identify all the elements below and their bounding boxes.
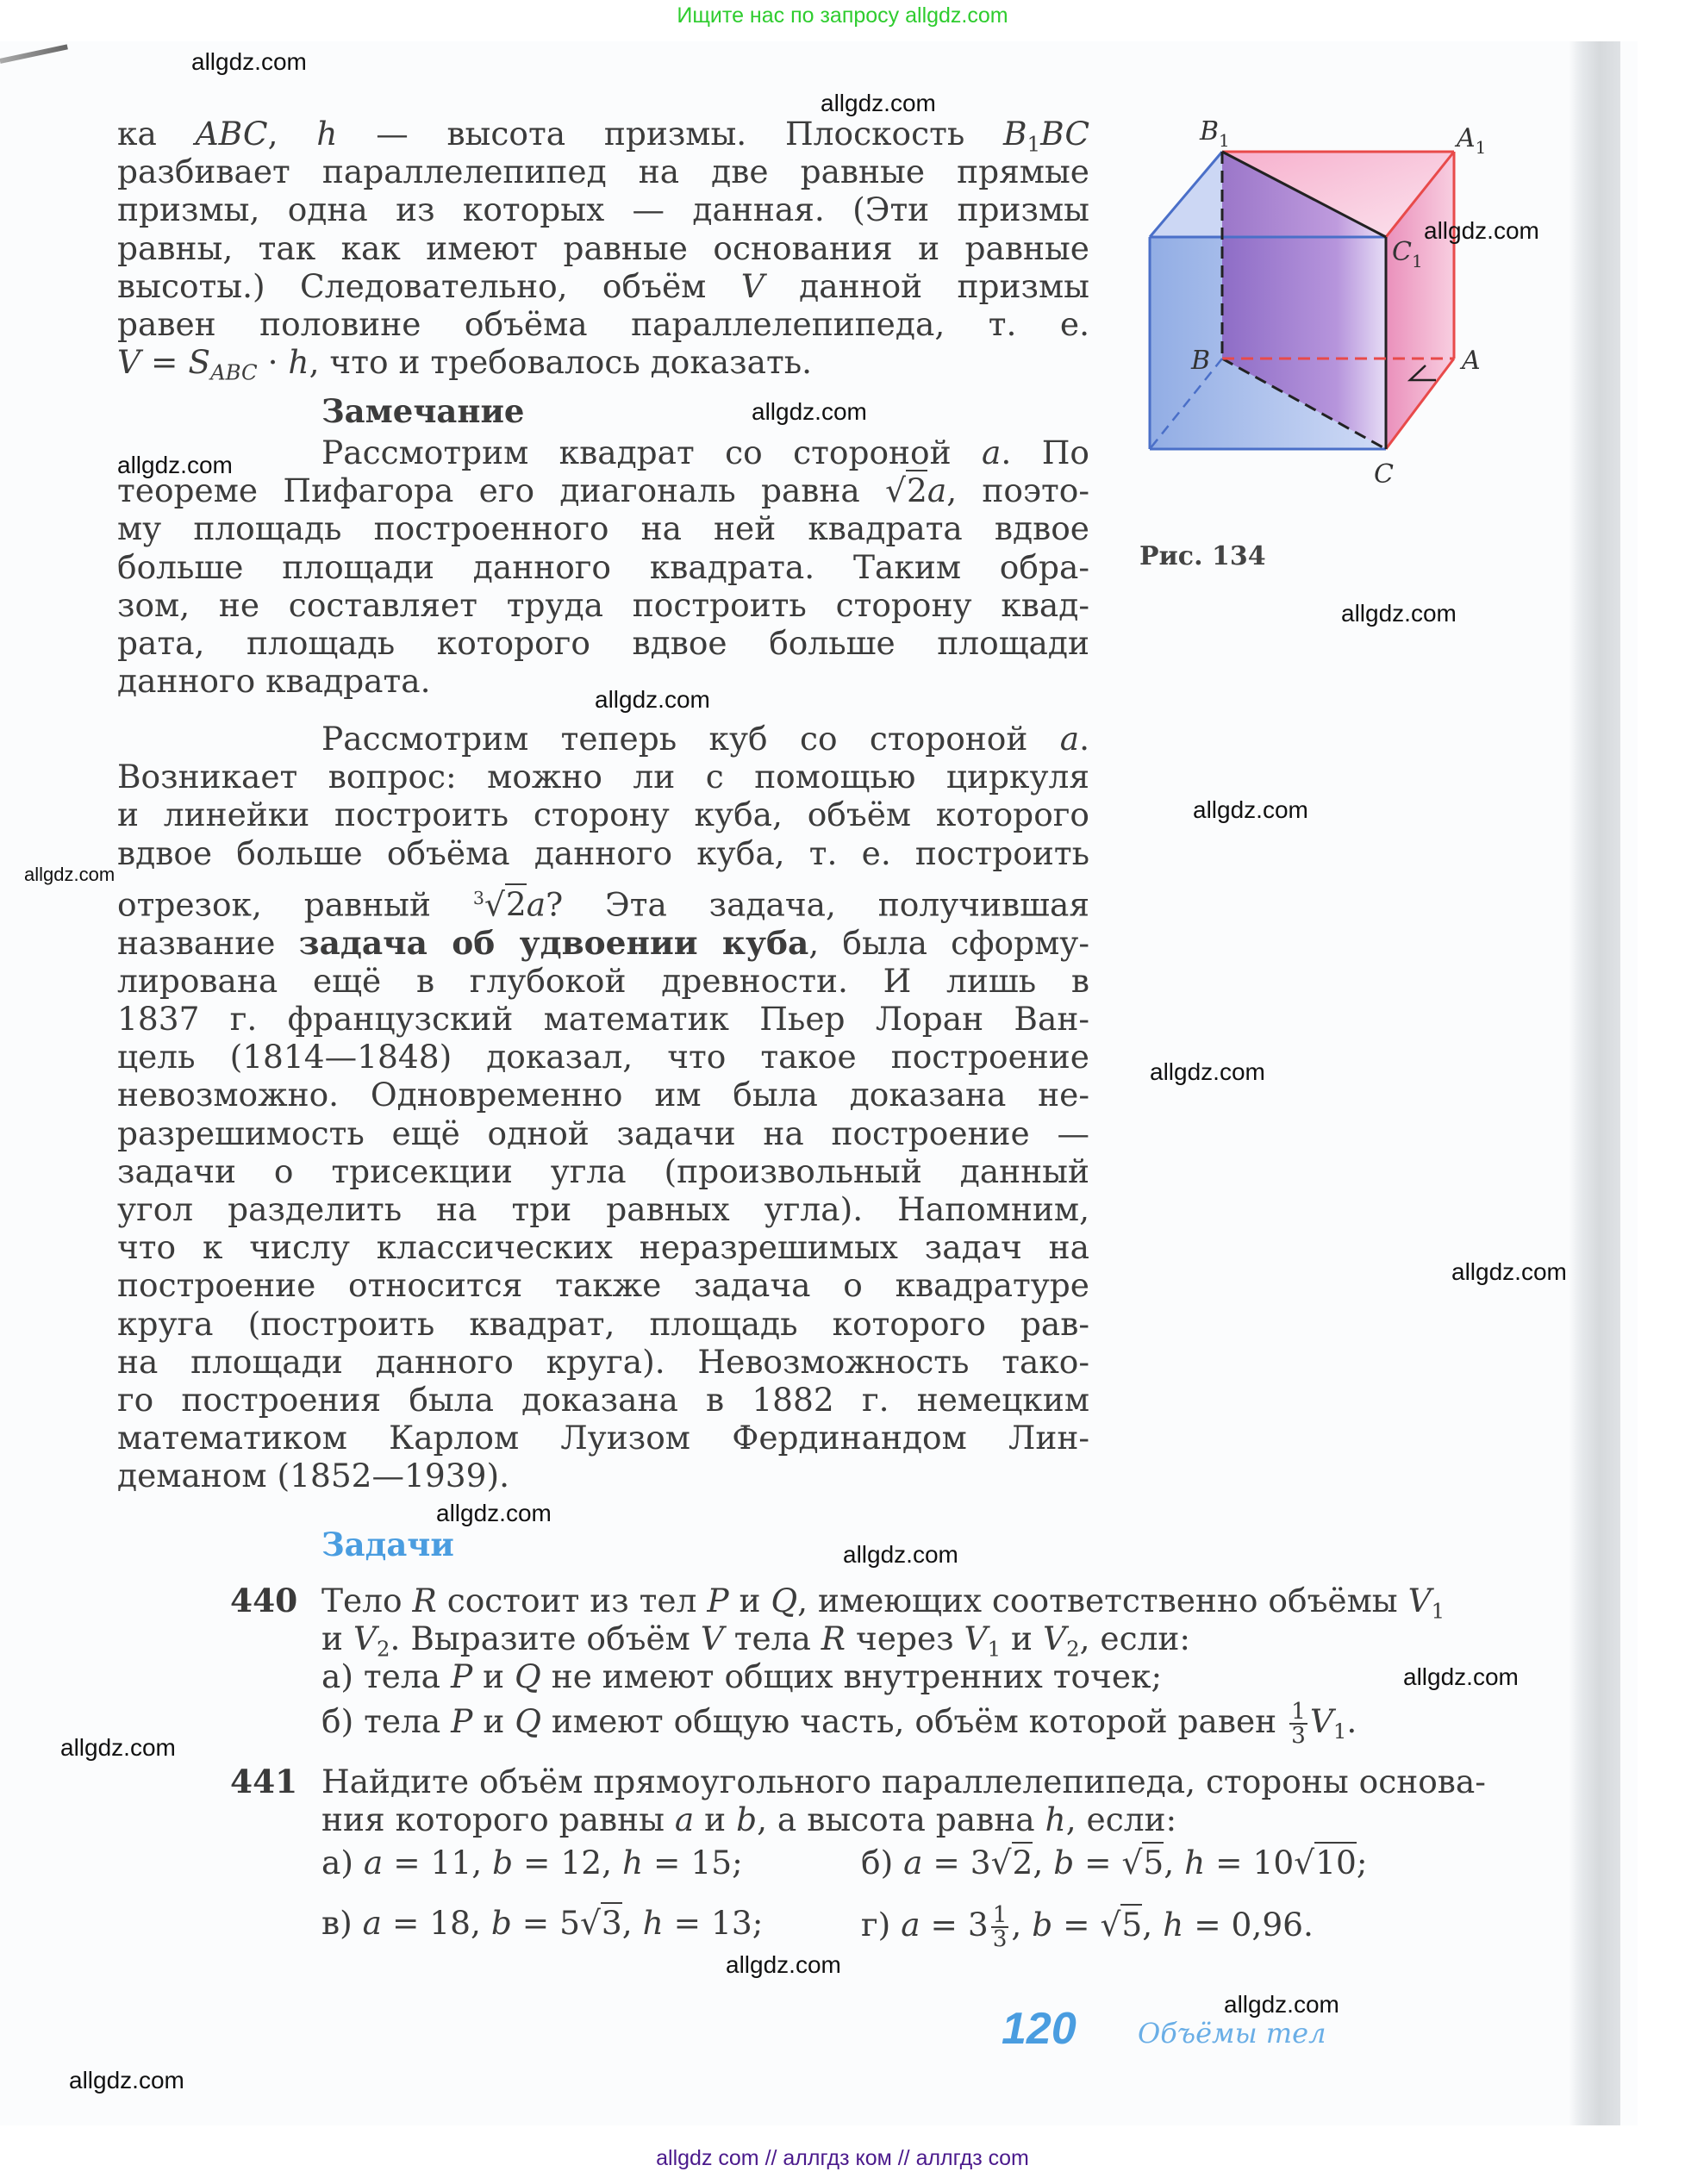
- task-options-row-1: [321, 1838, 1494, 1887]
- remark-paragraph-2: [117, 720, 1089, 1495]
- remark-line: цель (1814—1848) доказал, что такое построение: [117, 1038, 1089, 1076]
- watermark: allgdz.com: [1150, 1058, 1265, 1085]
- remark-line: математиком Карлом Луизом Фердинандом Лин-: [117, 1419, 1089, 1457]
- remark-line: разрешимость ещё одной задачи на построение —: [117, 1114, 1089, 1152]
- watermark: allgdz.com: [821, 90, 936, 116]
- remark-line: название задача об удвоении куба, была сформу-: [117, 923, 1090, 962]
- remark-line: больше площади данного квадрата. Таким обра-: [117, 547, 1089, 586]
- task-option-b: б) тела P и Q имеют общую часть, объём которой равен $\frac{1}{3}$ $V_1$.: [321, 1699, 1357, 1750]
- remark-line: вдвое больше объёма данного куба, т. е. построить: [117, 833, 1089, 872]
- watermark: allgdz.com: [595, 686, 710, 713]
- bold-term: задача об удвоении куба: [298, 923, 809, 962]
- proof-line: ка ABC, h — высота призмы. Плоскость $B_1BC$: [117, 115, 1090, 157]
- watermark: allgdz.com: [191, 48, 307, 75]
- page-number: 120: [1002, 2004, 1077, 2054]
- task-440: [230, 1582, 1494, 1750]
- watermark: allgdz.com: [843, 1541, 958, 1568]
- remark-line: задачи о трисекции угла (произвольный данный: [117, 1151, 1089, 1190]
- label-B: B: [1191, 346, 1211, 376]
- section-title: Объёмы тел: [1138, 2017, 1326, 2050]
- watermark: allgdz.com: [69, 2067, 184, 2094]
- remark-line: Возникает вопрос: можно ли с помощью циркуля: [117, 758, 1089, 796]
- label-A: A: [1462, 346, 1481, 376]
- remark-line: данного квадрата.: [117, 662, 431, 701]
- label-A1: $A_1$: [1457, 123, 1487, 158]
- remark-line: невозможно. Одновременно им была доказана не-: [117, 1076, 1089, 1114]
- task-line: и $V_2$. Выразите объём V тела R через $V_1$ и $V_2$, если:: [321, 1619, 1191, 1662]
- figure-caption: Рис. 134: [1139, 541, 1266, 571]
- bottom-banner[interactable]: allgdz com // аллгдз ком // аллгдз com: [656, 2146, 1029, 2170]
- proof-line: высоты.) Следовательно, объём V данной призмы: [117, 266, 1089, 305]
- watermark: allgdz.com: [1193, 796, 1308, 823]
- watermark: allgdz.com: [1424, 217, 1539, 244]
- task-441: [230, 1763, 1494, 1953]
- watermark: allgdz.com: [436, 1500, 552, 1526]
- task-number: 441: [230, 1763, 298, 1800]
- page-binding-edge: [1569, 41, 1620, 2125]
- top-banner[interactable]: Ищите нас по запросу allgdz.com: [677, 3, 1008, 28]
- task-option-a: а) тела P и Q не имеют общих внутренних точек;: [321, 1657, 1163, 1695]
- watermark: allgdz.com: [1451, 1258, 1567, 1285]
- watermark: allgdz.com: [726, 1951, 841, 1978]
- proof-line: равен половине объёма параллелепипеда, т. е.: [117, 305, 1089, 344]
- task-option-b: б) a = 3√2, b = √5, h = 10√10;: [861, 1844, 1368, 1881]
- remark-line: деманом (1852—1939).: [117, 1457, 510, 1495]
- proof-line: разбивает параллелепипед на две равные прямые: [117, 153, 1089, 191]
- proof-line: $V = S_{ABC} \cdot h$, что и требовалось доказать.: [117, 343, 813, 385]
- remark-line: Рассмотрим квадрат со стороной a. По: [321, 434, 1089, 471]
- task-option-a: а) a = 11, b = 12, h = 15;: [321, 1844, 743, 1881]
- watermark: allgdz.com: [1341, 600, 1457, 627]
- proof-paragraph: [117, 115, 1090, 385]
- task-line: Тело R состоит из тел P и Q, имеющих соответственно объёмы $V_1$: [321, 1582, 1445, 1624]
- remark-line: Рассмотрим теперь куб со стороной a.: [321, 720, 1089, 758]
- tasks-heading: Задачи: [321, 1526, 454, 1563]
- task-options-row-2: [321, 1904, 1494, 1952]
- proof-line: равны, так как имеют равные основания и равные: [117, 228, 1089, 267]
- watermark: allgdz.com: [752, 398, 867, 425]
- remark-line: угол разделить на три равных угла). Напомним,: [117, 1189, 1089, 1228]
- remark-line: теореме Пифагора его диагональ равна √2a, поэто-: [117, 471, 1089, 510]
- task-option-g: г) a = 3 $\frac{1}{3}$ , b = √5, h = 0,96.: [861, 1902, 1314, 1953]
- watermark: allgdz.com: [60, 1734, 176, 1761]
- task-option-v: в) a = 18, b = 5√3, h = 13;: [321, 1904, 764, 1942]
- remark-line: лирована ещё в глубокой древности. И лишь в: [117, 961, 1089, 1000]
- remark-line: 1837 г. французский математик Пьер Лоран Ван-: [117, 999, 1089, 1038]
- remark-line: круга (построить квадрат, площадь которого рав-: [117, 1304, 1089, 1343]
- remark-line: и линейки построить сторону куба, объём которого: [117, 796, 1089, 834]
- watermark: allgdz.com: [1403, 1663, 1519, 1690]
- label-B1: $B_1$: [1200, 116, 1230, 151]
- task-number: 440: [230, 1582, 298, 1619]
- remark-line: му площадь построенного на ней квадрата вдвое: [117, 509, 1089, 548]
- remark-heading: Замечание: [321, 392, 525, 430]
- remark-line: отрезок, равный $^3$√2a? Эта задача, получившая: [117, 885, 1089, 924]
- watermark: allgdz.com: [1224, 1991, 1339, 2018]
- label-C: C: [1374, 459, 1394, 490]
- label-C1: $C_1$: [1392, 237, 1423, 271]
- watermark: allgdz.com: [117, 452, 233, 478]
- remark-line: на площади данного круга). Невозможность тако-: [117, 1342, 1089, 1381]
- remark-line: зом, не составляет труда построить сторону квад-: [117, 585, 1089, 624]
- prism-figure: [1120, 86, 1551, 534]
- remark-line: го построения была доказана в 1882 г. немецким: [117, 1380, 1089, 1419]
- watermark: allgdz.com: [24, 864, 115, 885]
- task-line: ния которого равны a и b, а высота равна h, если:: [321, 1800, 1177, 1838]
- task-line: Найдите объём прямоугольного параллелепипеда, стороны основа-: [321, 1763, 1486, 1800]
- remark-line: что к числу классических неразрешимых задач на: [117, 1228, 1089, 1267]
- remark-line: построение относится также задача о квадратуре: [117, 1266, 1089, 1305]
- proof-line: призмы, одна из которых — данная. (Эти призмы: [117, 190, 1089, 229]
- remark-paragraph-1: [117, 434, 1089, 700]
- remark-line: рата, площадь которого вдвое больше площади: [117, 624, 1089, 663]
